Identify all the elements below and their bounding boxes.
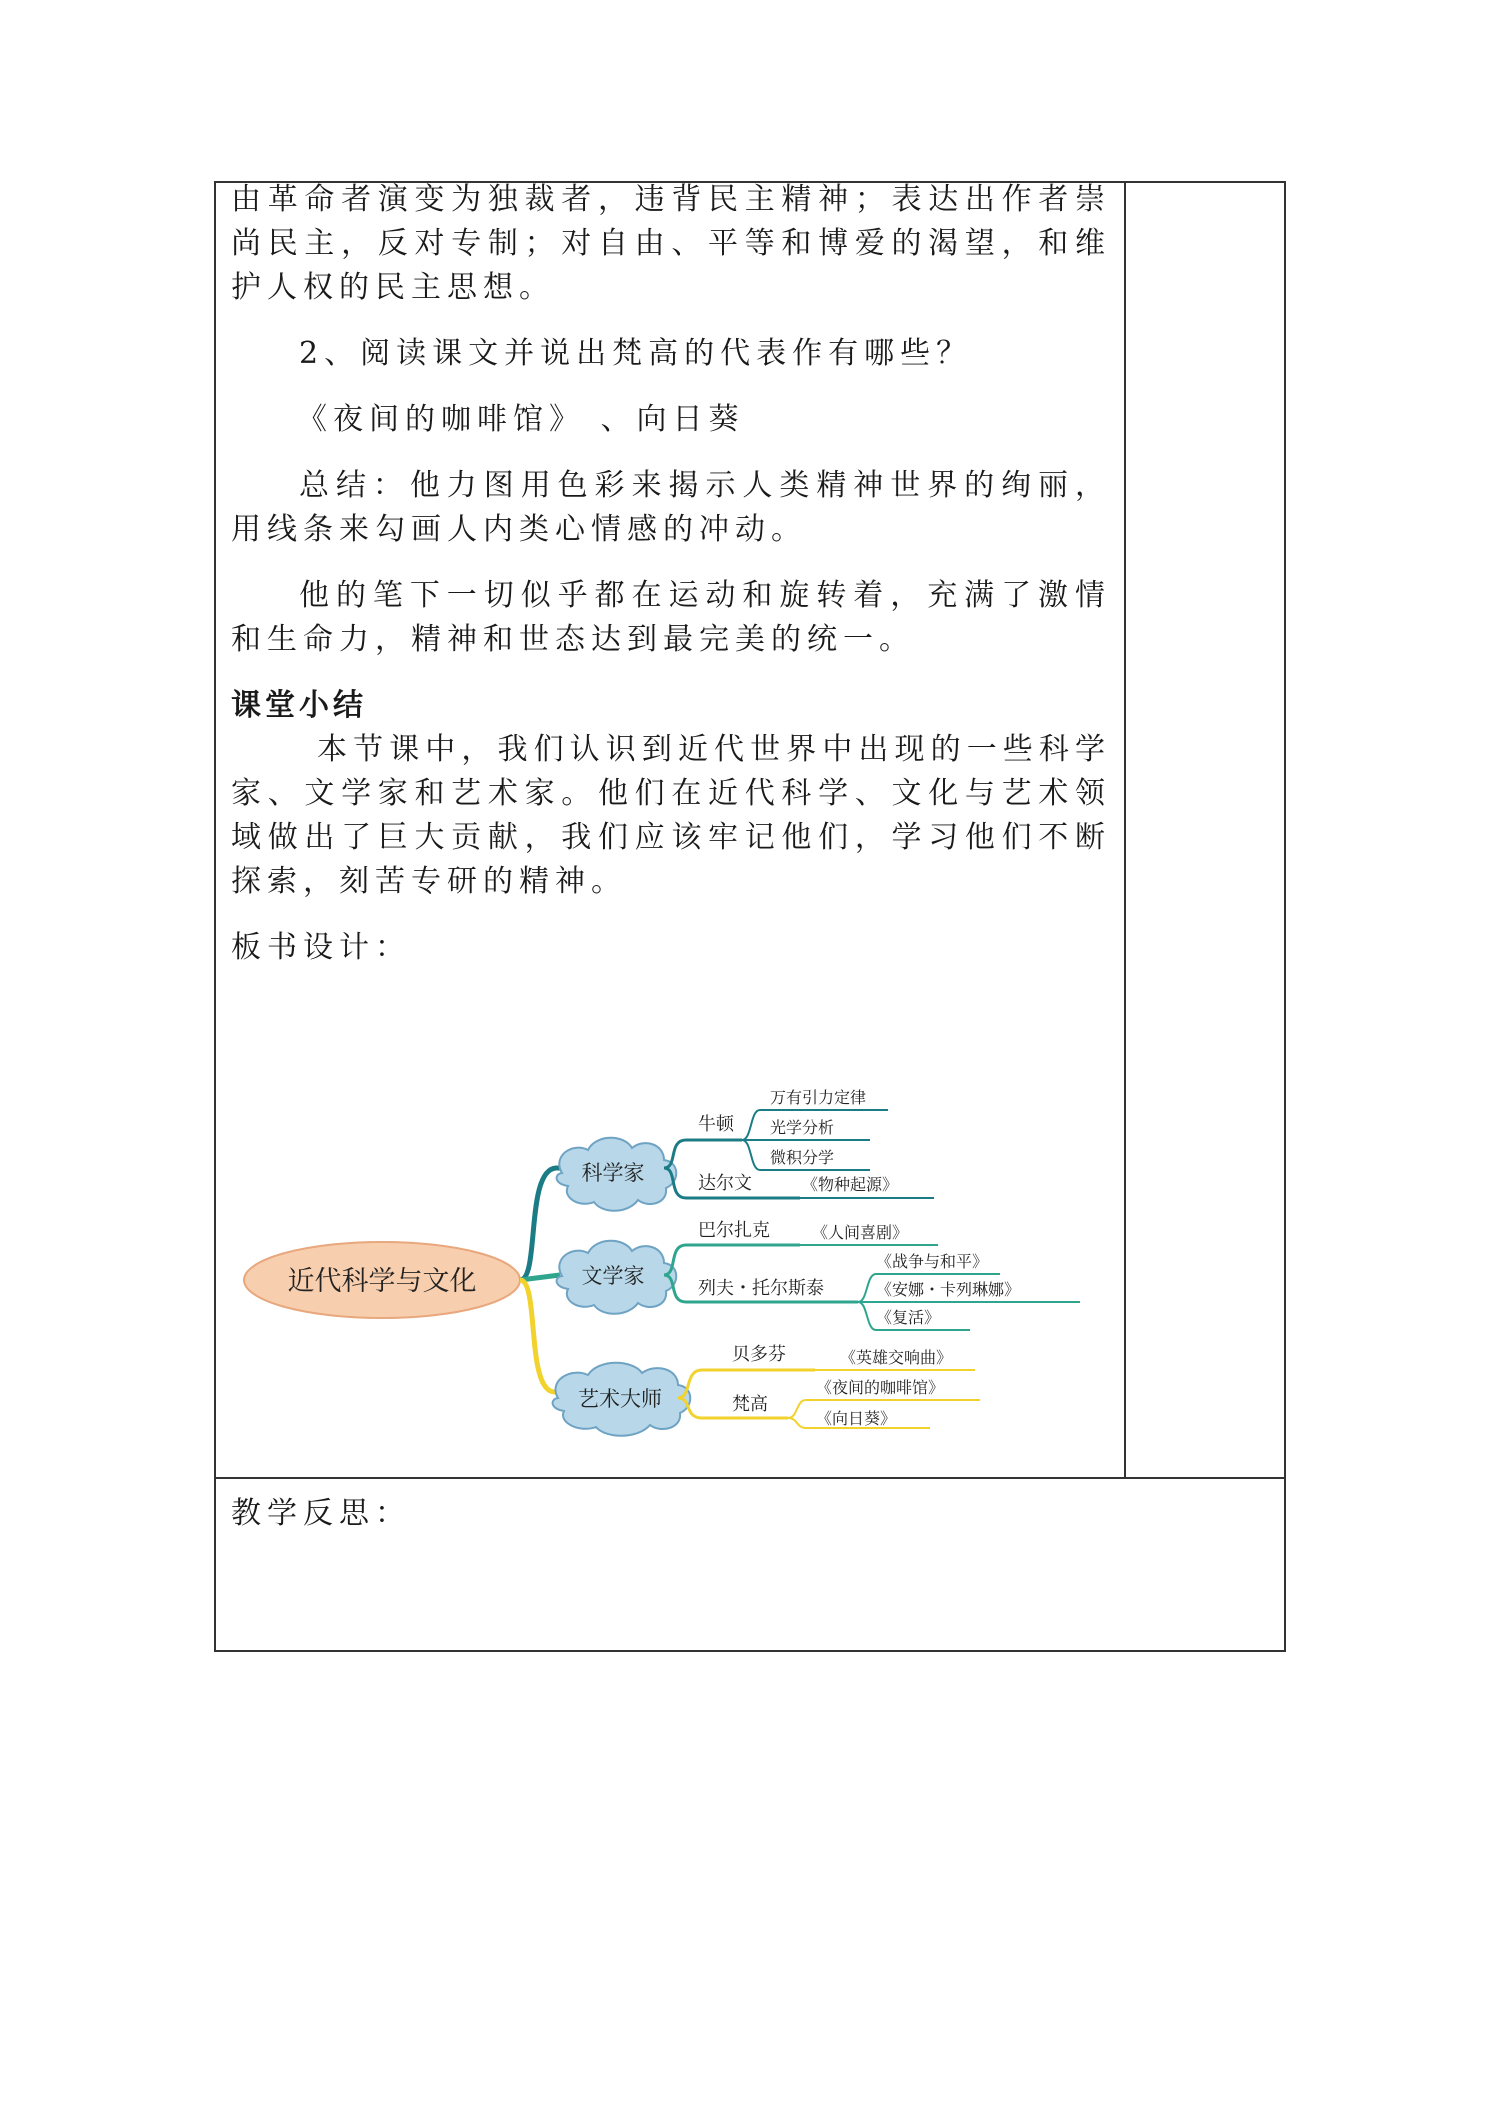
artists-node	[553, 1363, 691, 1436]
darwin-work: 《物种起源》	[802, 1175, 899, 1194]
table-row-divider	[214, 1477, 1286, 1479]
writers-node	[557, 1241, 677, 1314]
writers-label: 文学家	[581, 1264, 645, 1288]
artists-label: 艺术大师	[578, 1387, 662, 1411]
beethoven-label: 贝多芬	[732, 1344, 786, 1365]
paragraph-summary: 总结：他力图用色彩来揭示人类精神世界的绚丽，用线条来勾画人内类心情感的冲动。	[231, 468, 1111, 547]
mind-map-root-label: 近代科学与文化	[287, 1266, 477, 1297]
paragraph-motion: 他的笔下一切似乎都在运动和旋转着，充满了激情和生命力，精神和世态达到最完美的统一。	[231, 578, 1111, 657]
scientists-label: 科学家	[581, 1161, 645, 1185]
tolstoy-work-anna: 《安娜・卡列琳娜》	[876, 1280, 1021, 1299]
heading-class-summary: 课堂小结	[231, 688, 367, 723]
tolstoy-label: 列夫・托尔斯泰	[698, 1278, 824, 1299]
branch-line-balzac	[664, 1245, 800, 1275]
branch-line-scientists	[520, 1168, 560, 1280]
teaching-reflection-label: 教学反思：	[231, 1496, 411, 1531]
newton-work-optics: 光学分析	[770, 1118, 835, 1137]
table-column-divider	[1124, 181, 1126, 1478]
lesson-content	[231, 178, 1111, 970]
newton-label: 牛顿	[698, 1114, 734, 1135]
paragraph-democracy: 由革命者演变为独裁者，违背民主精神；表达出作者崇尚民主，反对专制；对自由、平等和博爱的渴望，和维护人权的民主思想。	[231, 182, 1111, 305]
vangogh-work-night-cafe: 《夜间的咖啡馆》	[816, 1378, 945, 1397]
paragraph-class-summary: 本节课中，我们认识到近代世界中出现的一些科学家、文学家和艺术家。他们在近代科学、文化与艺术领域做出了巨大贡献，我们应该牢记他们，学习他们不断探索，刻苦专研的精神。	[231, 732, 1111, 899]
beethoven-work: 《英雄交响曲》	[840, 1348, 953, 1367]
tolstoy-work-resurrection: 《复活》	[876, 1308, 941, 1327]
balzac-work: 《人间喜剧》	[812, 1223, 909, 1242]
tolstoy-work-war-peace: 《战争与和平》	[876, 1252, 989, 1271]
balzac-label: 巴尔扎克	[698, 1220, 770, 1241]
newton-work-calculus: 微积分学	[770, 1148, 835, 1167]
answer-van-gogh-works: 《夜间的咖啡馆》 、向日葵	[297, 402, 745, 437]
branch-line-artists	[520, 1280, 560, 1392]
question-van-gogh: 2、阅读课文并说出梵高的代表作有哪些？	[299, 336, 973, 371]
board-design-label: 板书设计：	[231, 930, 411, 965]
branch-line-newton	[664, 1140, 742, 1168]
scientists-node	[557, 1138, 677, 1211]
darwin-label: 达尔文	[698, 1173, 752, 1194]
mind-map	[240, 1070, 1100, 1450]
newton-work-gravity: 万有引力定律	[770, 1088, 867, 1107]
vangogh-work-sunflowers: 《向日葵》	[816, 1409, 897, 1428]
vangogh-label: 梵高	[732, 1394, 768, 1415]
